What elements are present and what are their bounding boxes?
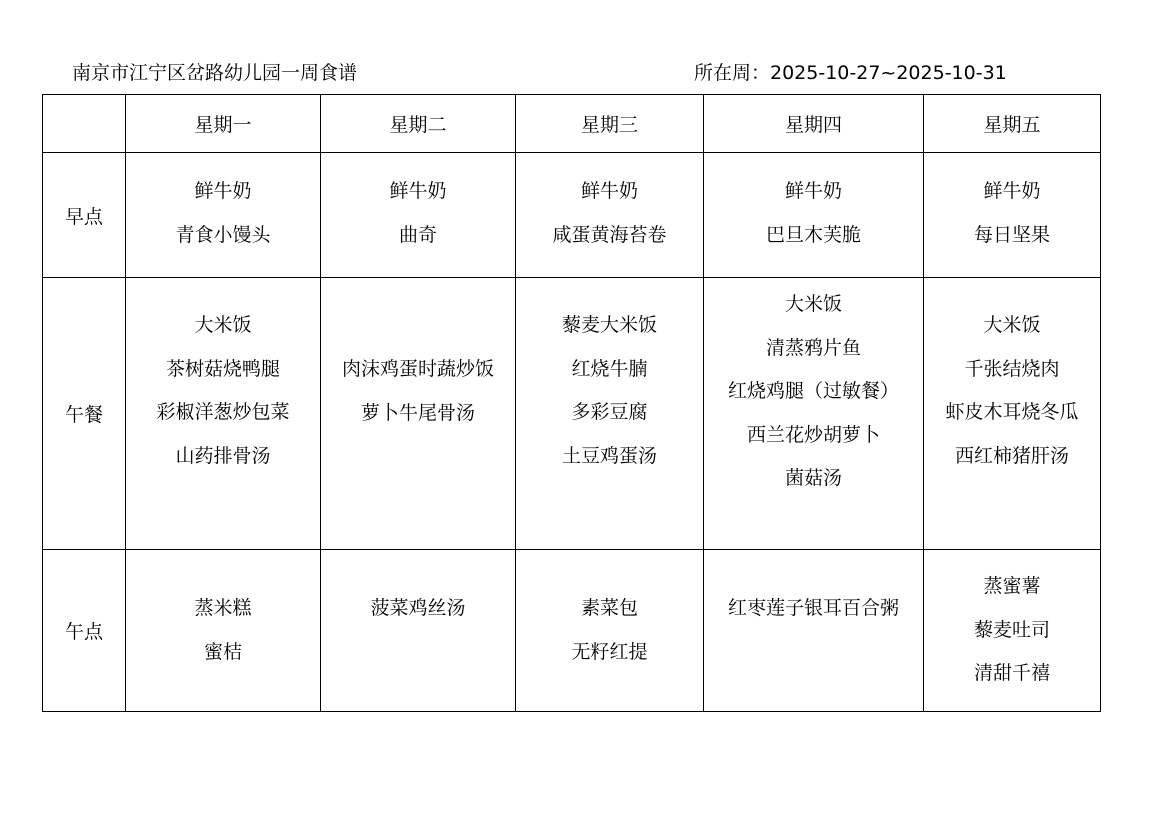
dish-item: 彩椒洋葱炒包菜 — [156, 401, 290, 423]
meal-label-snack: 午点 — [43, 550, 126, 712]
dish-item: 多彩豆腐 — [571, 401, 648, 423]
dish-item: 鲜牛奶 — [389, 180, 447, 202]
dish-item: 鲜牛奶 — [580, 180, 638, 202]
dish-item: 大米饭 — [983, 314, 1041, 336]
dish-item: 咸蛋黄海苔卷 — [552, 223, 667, 246]
dish-item: 藜麦大米饭 — [561, 314, 657, 336]
meal-label-breakfast: 早点 — [43, 153, 126, 278]
dish-item: 大米饭 — [194, 314, 252, 336]
dish-item: 每日坚果 — [973, 223, 1050, 246]
menu-cell — [126, 550, 321, 712]
dish-item: 蒸米糕 — [194, 597, 252, 619]
dish-item: 蜜桔 — [203, 640, 242, 663]
dish-item: 无籽红提 — [571, 640, 648, 663]
dish-item: 大米饭 — [784, 293, 842, 315]
dish-item: 肉沫鸡蛋时蔬炒饭 — [341, 358, 494, 380]
menu-cell — [704, 278, 924, 550]
dish-item: 清蒸鸦片鱼 — [765, 336, 861, 359]
menu-cell — [704, 153, 924, 278]
breakfast-row — [43, 153, 1101, 278]
dish-item: 虾皮木耳烧冬瓜 — [945, 401, 1079, 423]
menu-cell — [321, 550, 516, 712]
dish-item: 鲜牛奶 — [983, 180, 1041, 202]
dish-item: 清甜千禧 — [973, 662, 1050, 684]
dish-item: 西兰花炒胡萝卜 — [746, 423, 880, 446]
dish-item: 千张结烧肉 — [964, 357, 1060, 380]
header-row — [43, 95, 1101, 153]
dish-item: 山药排骨汤 — [175, 444, 271, 467]
dish-item: 曲奇 — [398, 223, 437, 246]
dish-item: 素菜包 — [580, 597, 638, 619]
dish-item: 红烧鸡腿（过敏餐） — [727, 380, 899, 402]
menu-table — [42, 94, 1101, 712]
menu-cell — [516, 153, 704, 278]
menu-cell — [321, 278, 516, 550]
menu-cell — [516, 550, 704, 712]
dish-item: 鲜牛奶 — [784, 180, 842, 202]
dish-item: 土豆鸡蛋汤 — [561, 444, 657, 467]
dish-item: 蒸蜜薯 — [983, 575, 1041, 597]
day-header-friday: 星期五 — [924, 95, 1101, 153]
dish-item: 西红柿猪肝汤 — [954, 444, 1069, 467]
dish-item: 萝卜牛尾骨汤 — [360, 401, 475, 424]
lunch-row — [43, 278, 1101, 550]
dish-item: 菌菇汤 — [784, 467, 842, 489]
menu-cell — [516, 278, 704, 550]
dish-item: 藜麦吐司 — [973, 618, 1050, 641]
page-title: 南京市江宁区岔路幼儿园一周食谱 — [72, 62, 358, 84]
menu-cell — [704, 550, 924, 712]
page-header — [0, 58, 1170, 88]
dish-item: 茶树菇烧鸭腿 — [165, 357, 280, 380]
day-header-wednesday: 星期三 — [516, 95, 704, 153]
day-header-tuesday: 星期二 — [321, 95, 516, 153]
day-header-monday: 星期一 — [126, 95, 321, 153]
week-range: 所在周：2025-10-27~2025-10-31 — [694, 62, 1007, 84]
dish-item: 红枣莲子银耳百合粥 — [727, 597, 899, 619]
meal-label-lunch: 午餐 — [43, 278, 126, 550]
menu-cell — [126, 278, 321, 550]
dish-item: 菠菜鸡丝汤 — [370, 597, 466, 619]
snack-row — [43, 550, 1101, 712]
day-header-thursday: 星期四 — [704, 95, 924, 153]
menu-cell — [924, 153, 1101, 278]
dish-item: 青食小馒头 — [175, 223, 271, 246]
menu-cell — [126, 153, 321, 278]
menu-cell — [321, 153, 516, 278]
dish-item: 巴旦木芙脆 — [765, 223, 861, 246]
dish-item: 鲜牛奶 — [194, 180, 252, 202]
menu-cell — [924, 550, 1101, 712]
dish-item: 红烧牛腩 — [571, 357, 648, 380]
menu-cell — [924, 278, 1101, 550]
corner-cell — [43, 95, 126, 153]
